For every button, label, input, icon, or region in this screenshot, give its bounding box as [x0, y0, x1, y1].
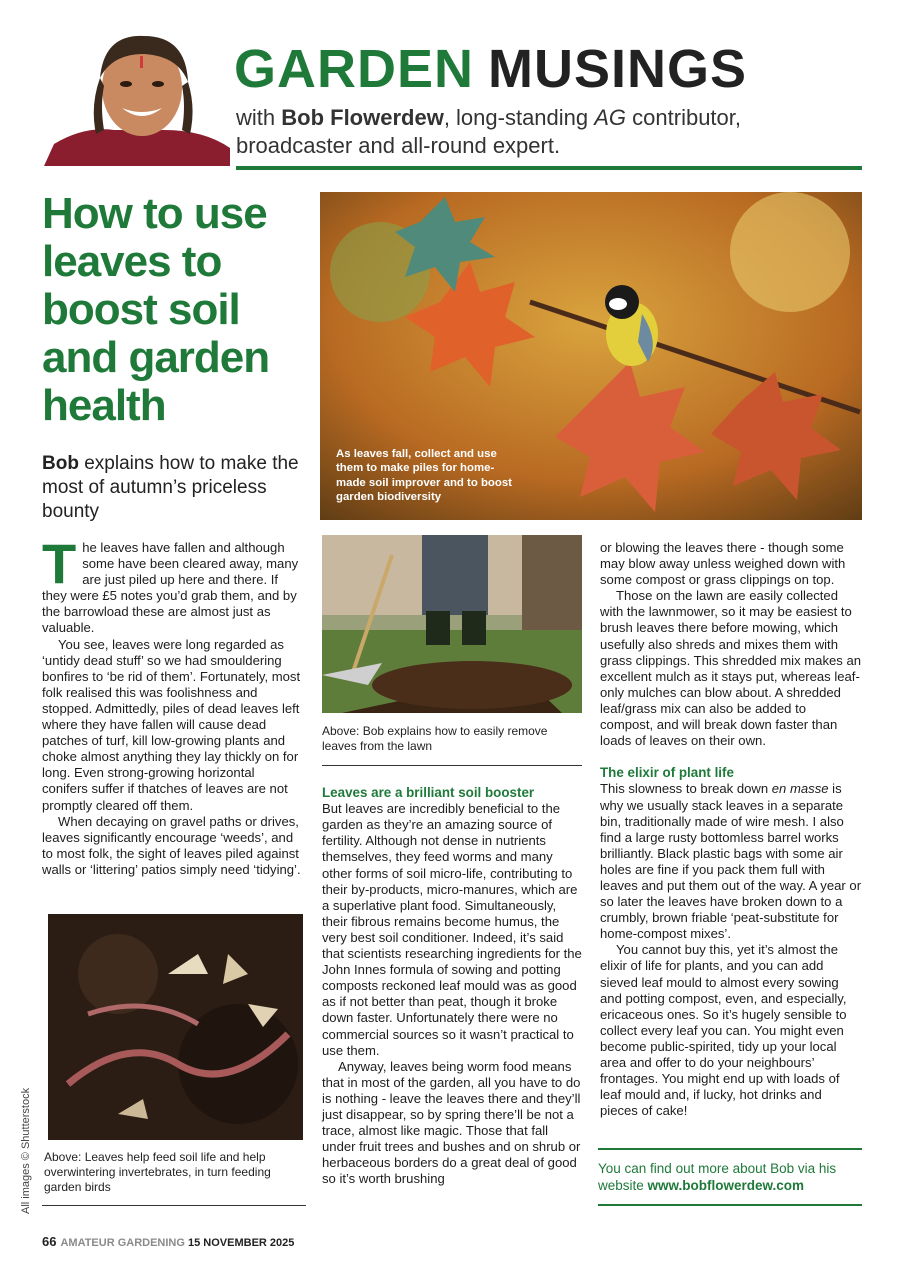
- section-title: [234, 39, 748, 99]
- paragraph: You see, leaves were long regarded as ‘untidy dead stuff’ so we had smouldering bonfires to ‘be rid of them’. Fortunately, most folk realised this was foolishness and stopped. Admittedly, piles of dead leaves left where they have fallen will cause dead patches of turf, kill low-growing plants and choke almost anything they lay thickly on for long. Even strong-growing horizontal conifers suffer if thatches of leaves are not promptly cleared off them.: [42, 636, 301, 813]
- paragraph: But leaves are incredibly beneficial to the garden as they’re an amazing source of fertility. Although not dense in nutrients themselves, they feed worms and many other forms of soil micro-life, contributing to their by-products, micro-manures, which are a superlative plant food. Simultaneously, their fibrous remains become humus, the very best soil conditioner. Indeed, it’s said that scientists researching ingredients for the John Innes formula of sowing and potting composts reckoned leaf mould was as good as if not better than peat, though it broke down faster. Unfortunately there were no commercial sources so it wasn’t practical to use them.: [322, 801, 582, 1058]
- magazine-name: AMATEUR GARDENING: [60, 1237, 185, 1249]
- photo-credit-text: All images © Shutterstock: [20, 1087, 32, 1214]
- column-1: [42, 532, 304, 878]
- issue-date: 15 NOVEMBER 2025: [188, 1237, 295, 1249]
- subtitle-text-end: contributor, broadcaster and all-round expert.: [236, 105, 741, 158]
- section-subtitle: [236, 104, 856, 160]
- paragraph: Anyway, leaves being worm food means that in most of the garden, all you have to do is nothing - leave the leaves there and they’ll just disappear, so by spring there’ll be not a trace, almost like magic. Those that fall under fruit trees and bushes and on shrub or herbaceous borders do a great deal of good so it’s worth brushing: [322, 1058, 581, 1187]
- promo-rule-bottom: [598, 1204, 862, 1206]
- subtitle-text: , long-standing: [443, 105, 595, 130]
- rake-caption: [322, 724, 582, 754]
- paragraph: Those on the lawn are easily collected with the lawnmower, so it may be easiest to brush leaves there before mowing, which usefully also shreds and mixes them with grass clippings. This shredded mix makes an excellent mulch as it stays put, whereas leaf-only mulches can blow about. A shredded leaf/grass mix can also be added to compost, and will break down faster than loads of leaves on their own.: [600, 588, 862, 749]
- author-portrait: [44, 26, 230, 166]
- paragraph: [42, 532, 304, 637]
- website-promo: [598, 1148, 862, 1206]
- subtitle-ag: AG: [594, 105, 627, 130]
- subheading-soil-booster: Leaves are a brilliant soil booster: [322, 785, 535, 800]
- standfirst-name: Bob: [42, 453, 79, 474]
- author-website-link[interactable]: www.bobflowerdew.com: [647, 1178, 805, 1193]
- caption-rule: [42, 1205, 306, 1206]
- standfirst-text: explains how to make the most of autumn’s priceless bounty: [42, 453, 299, 522]
- column-3: [600, 540, 862, 1119]
- article-headline: How to use leaves to boost soil and garden health: [42, 189, 270, 430]
- promo-text: [598, 1150, 862, 1204]
- section-title-dark: MUSINGS: [488, 39, 748, 99]
- page-number: 66: [42, 1234, 57, 1249]
- paragraph: [600, 781, 862, 942]
- rake-caption-text: Bob explains how to easily remove leaves from the lawn: [322, 724, 548, 753]
- paragraph-emphasis: en masse: [771, 781, 829, 797]
- subheading-elixir: The elixir of plant life: [600, 765, 734, 781]
- rake-caption-prefix: Above:: [322, 724, 363, 738]
- paragraph-text: is why we usually stack leaves in a separate bin, traditionally made of wire mesh. I also find a large rusty bottomless barrel works brilliantly. Black plastic bags with some air holes are fine if you pack them full with leaves and put them out of the way. A year or so later the leaves have broken down to a crumbly, brown friable ‘peat-substitute for home-compost mixes’.: [600, 781, 862, 942]
- page-footer: [42, 1234, 294, 1249]
- paragraph: or blowing the leaves there - though some may blow away unless weighed down with some compost or grass clippings on top.: [600, 540, 846, 588]
- worm-caption: Above: Leaves help feed soil life and help overwintering invertebrates, in turn feeding garden birds: [44, 1150, 271, 1194]
- section-title-green: GARDEN: [234, 39, 475, 99]
- worm-soil-photo: [48, 914, 303, 1140]
- column-2: [322, 785, 584, 1187]
- photo-credit: [20, 1064, 34, 1214]
- hero-caption: As leaves fall, collect and use them to make piles for home-made soil improver and to boost garden biodiversity: [336, 448, 512, 504]
- paragraph: When decaying on gravel paths or drives, leaves significantly encourage ‘weeds’, and to most folk, the sight of leaves piled against walls or ‘littering’ patios simply need ‘tidying’.: [42, 813, 301, 877]
- drop-cap: T: [42, 532, 77, 595]
- caption-rule: [322, 765, 582, 766]
- promo-copy: You can find out more about Bob via his website: [598, 1161, 837, 1193]
- rake-leaves-photo: [322, 535, 582, 713]
- article-standfirst: [42, 452, 302, 524]
- paragraph-text: This slowness to break down: [600, 781, 772, 797]
- paragraph: You cannot buy this, yet it’s almost the elixir of life for plants, and you can add sieved leaf mould to almost every sowing and potting compost, even, and especially, ericaceous ones. So it’s hugely sensible to collect every leaf you can. You might even become public-spirited, tidy up your local area and offer to do your neighbours’ frontages. You might end up with loads of leaf mould and, if lucky, hot drinks and pieces of cake!: [600, 942, 847, 1119]
- subtitle-with: with: [236, 105, 282, 130]
- paragraph-text: he leaves have fallen and although some have been cleared away, many are just piled up here and there. If they were £5 notes you’d grab them, and by the barrowload these are almost just as valuable.: [42, 540, 299, 636]
- author-name: Bob Flowerdew: [281, 105, 444, 130]
- header-divider: [236, 166, 862, 170]
